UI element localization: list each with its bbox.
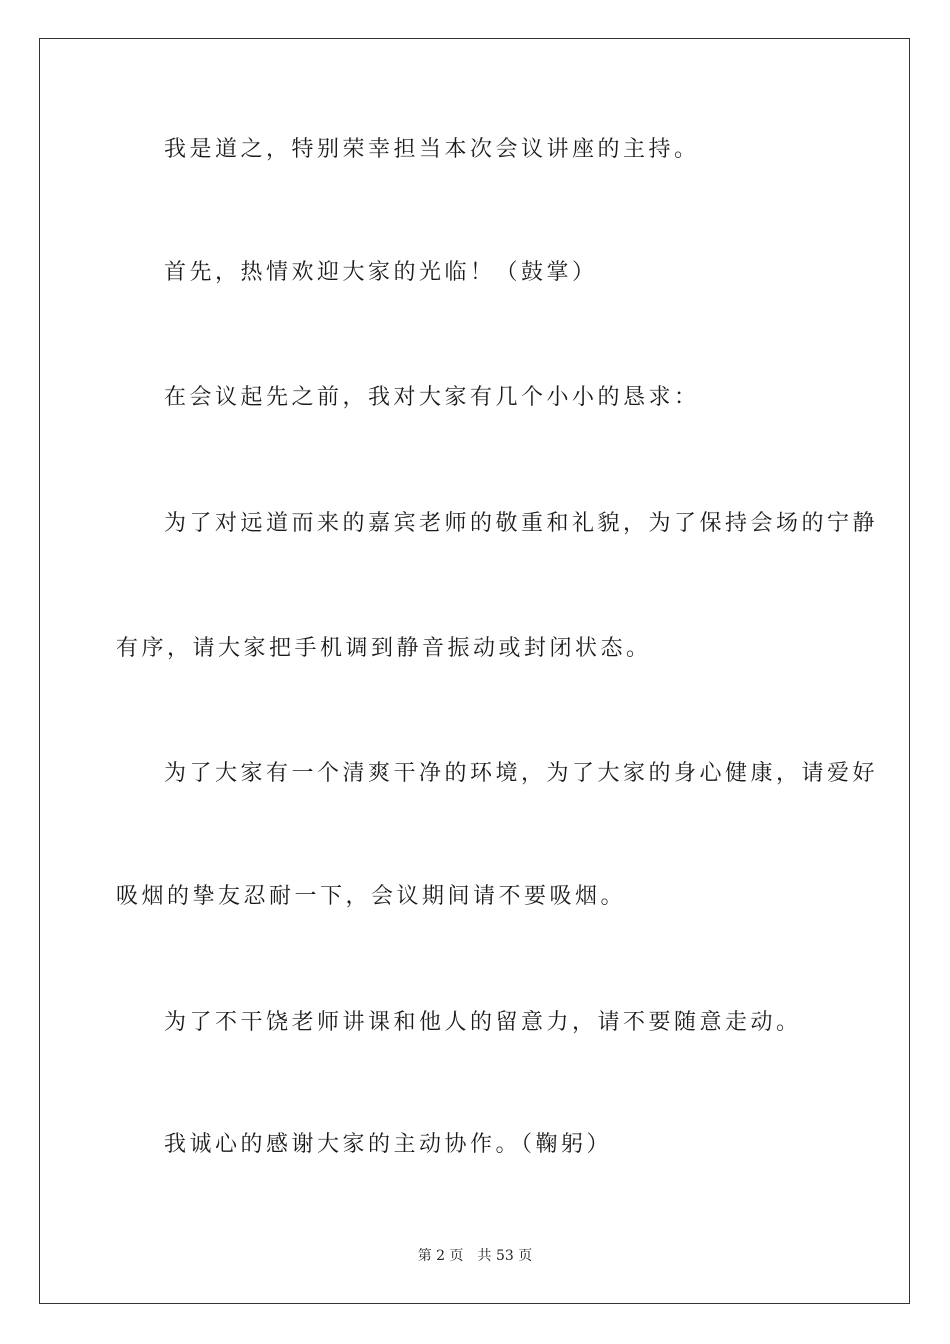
paragraph-requests: 在会议起先之前，我对大家有几个小小的恳求： [164,385,700,410]
paragraph-host-intro: 我是道之，特别荣幸担当本次会议讲座的主持。 [164,137,700,162]
paragraph-phone-line-2: 有序，请大家把手机调到静音振动或封闭状态。 [116,636,652,661]
paragraph-smoking-line-2: 吸烟的挚友忍耐一下，会议期间请不要吸烟。 [116,884,627,909]
paragraph-smoking-line-1: 为了大家有一个清爽干净的环境，为了大家的身心健康，请爱好 [164,761,879,786]
page-border [39,38,910,1304]
paragraph-no-walking: 为了不干饶老师讲课和他人的留意力，请不要随意走动。 [164,1010,802,1035]
paragraph-phone-line-1: 为了对远道而来的嘉宾老师的敬重和礼貌，为了保持会场的宁静 [164,511,879,536]
page-footer [0,1247,950,1265]
paragraph-welcome: 首先，热情欢迎大家的光临！（鼓掌） [164,260,598,285]
total-pages: 共 53 页 [477,1248,533,1264]
paragraph-thanks: 我诚心的感谢大家的主动协作。（鞠躬） [164,1132,613,1157]
page-number: 第 2 页 [417,1248,464,1264]
